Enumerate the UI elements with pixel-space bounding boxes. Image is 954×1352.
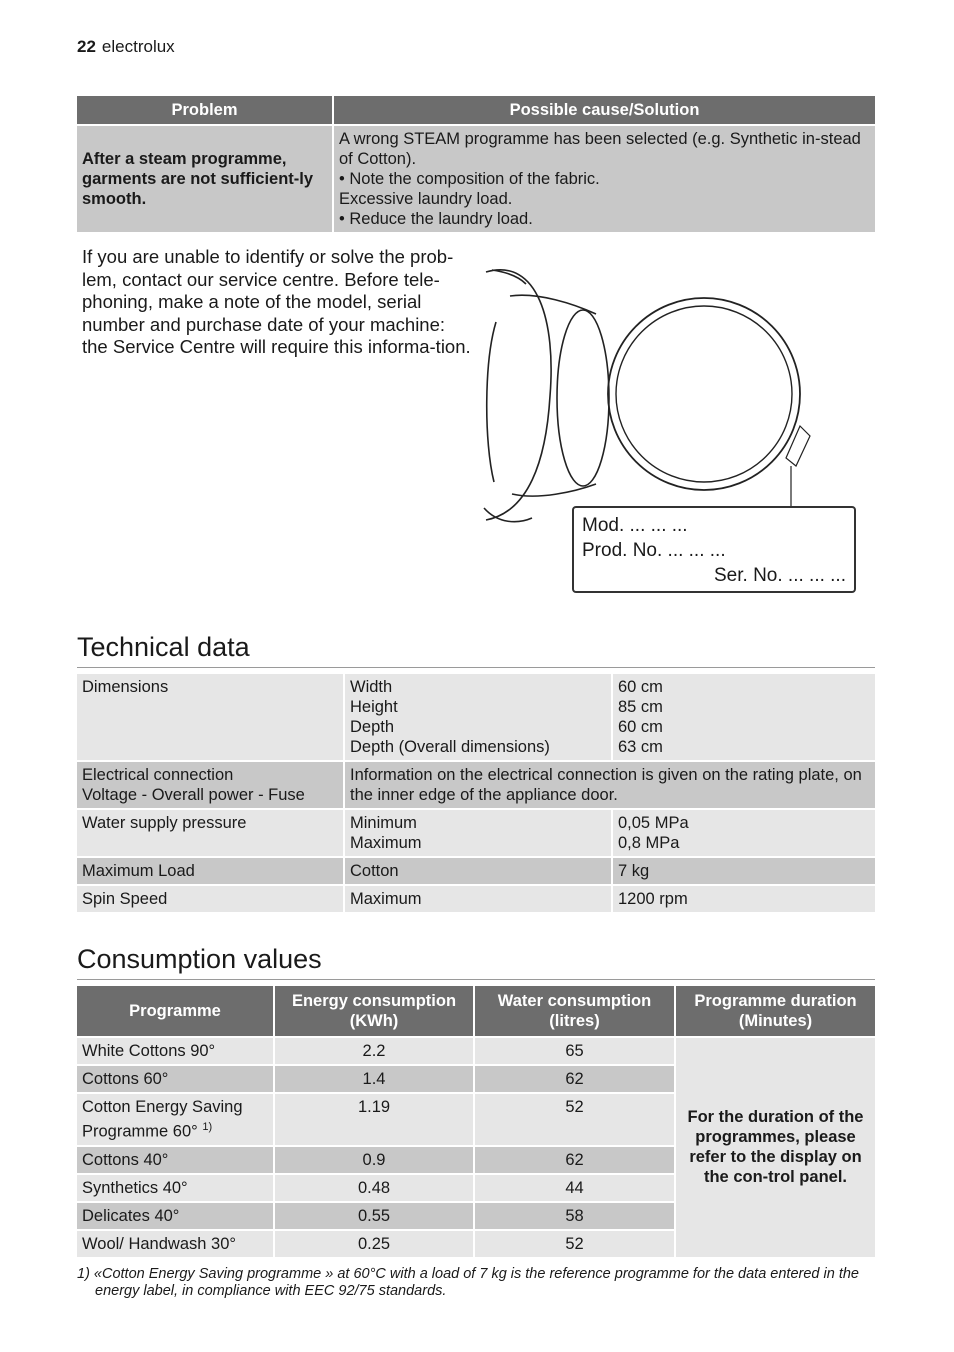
water-value: 44 [475, 1175, 674, 1201]
programme-name: Cotton Energy Saving Programme 60° [82, 1098, 243, 1141]
technical-data-table [75, 672, 877, 914]
programme-name: Delicates 40° [77, 1203, 273, 1229]
solution-line: • Note the composition of the fabric. [339, 170, 600, 188]
energy-value: 0.25 [275, 1231, 473, 1257]
water-value: 62 [475, 1147, 674, 1173]
table-row [77, 858, 875, 884]
spec-label: Dimensions [77, 674, 343, 760]
spec-param: Width Height Depth Depth (Overall dimensions) [345, 674, 611, 760]
page-number: 22 [77, 37, 96, 56]
troubleshooting-table [75, 94, 877, 234]
spec-label: Electrical connection Voltage - Overall power - Fuse [77, 762, 343, 808]
plate-serial-number: Ser. No. ... ... ... [714, 565, 846, 586]
consumption-table [75, 984, 877, 1259]
solution-line: • Reduce the laundry load. [339, 210, 533, 228]
section-divider [77, 667, 875, 668]
spec-info: Information on the electrical connection is given on the rating plate, on the inner edge of the appliance door. [345, 762, 875, 808]
duration-note: For the duration of the programmes, please refer to the display on the con-trol panel. [676, 1038, 875, 1257]
programme-name-cell [77, 1094, 273, 1145]
footnote-marker: 1) [202, 1121, 213, 1133]
header-energy: Energy consumption (KWh) [275, 986, 473, 1036]
spec-value: 1200 rpm [613, 886, 875, 912]
programme-name: Cottons 60° [77, 1066, 273, 1092]
section-divider [77, 979, 875, 980]
table-row [77, 674, 875, 760]
water-value: 52 [475, 1094, 674, 1145]
energy-value: 2.2 [275, 1038, 473, 1064]
spec-param: Cotton [345, 858, 611, 884]
plate-model: Mod. ... ... ... [582, 515, 688, 536]
spec-value: 7 kg [613, 858, 875, 884]
rating-plate [572, 506, 856, 593]
table-row [77, 1038, 875, 1064]
water-value: 65 [475, 1038, 674, 1064]
header-water: Water consumption (litres) [475, 986, 674, 1036]
water-value: 62 [475, 1066, 674, 1092]
programme-name: Cottons 40° [77, 1147, 273, 1173]
brand-name: electrolux [101, 37, 175, 56]
table-row [77, 762, 875, 808]
spec-label: Spin Speed [77, 886, 343, 912]
footnote-text: 1) «Cotton Energy Saving programme » at 60°C with a load of 7 kg is the reference programme for the data entered in the energy label, in compliance with EEC 92/75 standards. [77, 1266, 859, 1299]
programme-name: White Cottons 90° [77, 1038, 273, 1064]
table-row [77, 886, 875, 912]
table-row [77, 810, 875, 856]
energy-value: 0.48 [275, 1175, 473, 1201]
header-solution: Possible cause/Solution [334, 96, 875, 124]
spec-value: 60 cm 85 cm 60 cm 63 cm [613, 674, 875, 760]
spec-label: Water supply pressure [77, 810, 343, 856]
spec-value: 0,05 MPa 0,8 MPa [613, 810, 875, 856]
solution-cell [334, 126, 875, 232]
consumption-title: Consumption values [77, 944, 322, 974]
header-duration: Programme duration (Minutes) [676, 986, 875, 1036]
page-header [77, 37, 175, 57]
programme-name: Wool/ Handwash 30° [77, 1231, 273, 1257]
problem-cell: After a steam programme, garments are not sufficient-ly smooth. [77, 126, 332, 232]
energy-value: 1.19 [275, 1094, 473, 1145]
spec-param: Minimum Maximum [345, 810, 611, 856]
plate-product-number: Prod. No. ... ... ... [582, 540, 726, 561]
spec-label: Maximum Load [77, 858, 343, 884]
programme-name: Synthetics 40° [77, 1175, 273, 1201]
technical-data-title: Technical data [77, 632, 250, 662]
service-intro-text: If you are unable to identify or solve the prob-lem, contact our service centre. Before tele-phoning, make a note of the model, serial number and purchase date of your machine: the Service Centre will require this informa-tion. [82, 246, 471, 357]
footnote [77, 1266, 877, 1300]
spec-param: Maximum [345, 886, 611, 912]
energy-value: 0.9 [275, 1147, 473, 1173]
header-problem: Problem [77, 96, 332, 124]
energy-value: 0.55 [275, 1203, 473, 1229]
header-programme: Programme [77, 986, 273, 1036]
water-value: 52 [475, 1231, 674, 1257]
energy-value: 1.4 [275, 1066, 473, 1092]
water-value: 58 [475, 1203, 674, 1229]
solution-line: Excessive laundry load. [339, 190, 513, 208]
solution-line: A wrong STEAM programme has been selected (e.g. Synthetic in-stead of Cotton). [339, 130, 861, 168]
